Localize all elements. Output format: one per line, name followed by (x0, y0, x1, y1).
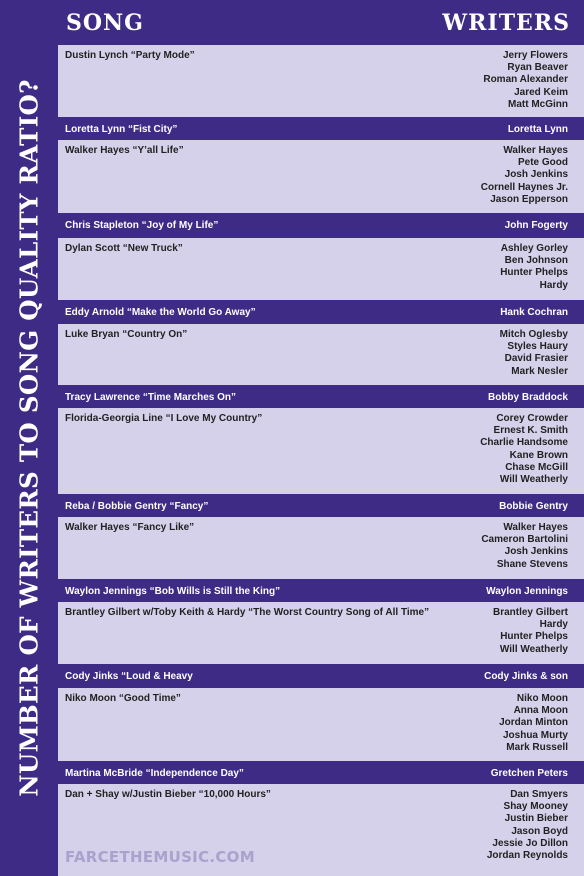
table-row (58, 45, 584, 117)
writer-name: Jordan Reynolds (486, 850, 568, 862)
writer-name: Hardy (539, 279, 568, 291)
table-row (58, 238, 584, 300)
song-title: Dan + Shay w/Justin Bieber “10,000 Hours” (65, 789, 271, 800)
writer-name: Jerry Flowers (502, 50, 568, 61)
writer-name: Ernest K. Smith (493, 425, 568, 437)
writer-name: Will Weatherly (499, 643, 568, 655)
song-title: Dylan Scott “New Truck” (65, 243, 183, 254)
table-row (58, 385, 584, 408)
writers-list (484, 671, 568, 683)
writer-name: Shane Stevens (496, 558, 568, 570)
song-title: Tracy Lawrence “Time Marches On” (65, 392, 237, 403)
writer-name: Justin Bieber (504, 813, 568, 825)
writers-list (508, 124, 568, 136)
writer-name: Mark Russell (506, 741, 568, 753)
writers-list (500, 243, 568, 292)
writer-name: Bobby Braddock (487, 392, 568, 403)
writer-name: Walker Hayes (503, 145, 568, 156)
writers-list (499, 693, 568, 754)
table-row (58, 664, 584, 688)
writer-name: Ben Johnson (504, 255, 568, 267)
song-table (58, 45, 584, 876)
table-row (58, 688, 584, 761)
writer-name: Corey Crowder (496, 413, 568, 424)
writer-name: Joshua Murty (502, 729, 568, 741)
table-row (58, 494, 584, 517)
writers-list (499, 501, 568, 513)
writers-list (481, 522, 568, 571)
writer-name: Jordan Minton (499, 717, 568, 729)
writer-name: Waylon Jennings (486, 586, 568, 597)
writer-name: Walker Hayes (503, 522, 568, 533)
writer-name: Jason Boyd (511, 825, 568, 837)
writer-name: Pete Good (517, 157, 568, 169)
table-row (58, 324, 584, 385)
song-title: Cody Jinks “Loud & Heavy (65, 671, 193, 682)
writer-name: Bobbie Gentry (499, 501, 568, 512)
writer-name: Mitch Oglesby (499, 329, 568, 340)
writer-name: Cody Jinks & son (484, 671, 568, 682)
watermark: FARCETHEMUSIC.COM (65, 848, 255, 866)
table-row (58, 517, 584, 579)
writer-name: Hank Cochran (500, 307, 568, 318)
writer-name: Brantley Gilbert (492, 607, 568, 618)
table-row (58, 602, 584, 664)
song-title: Martina McBride “Independence Day” (65, 768, 244, 779)
writer-name: Hardy (539, 619, 568, 631)
writers-list (493, 607, 568, 656)
writer-name: Ryan Beaver (507, 62, 568, 74)
song-title: Luke Bryan “Country On” (65, 329, 188, 340)
writer-name: David Frasier (504, 353, 568, 365)
writer-name: Dan Smyers (510, 789, 568, 800)
song-title: Eddy Arnold “Make the World Go Away” (65, 307, 256, 318)
song-title: Dustin Lynch “Party Mode” (65, 50, 195, 61)
writer-name: Josh Jenkins (504, 546, 568, 558)
writers-list (488, 392, 568, 404)
writer-name: Styles Haury (507, 341, 568, 353)
writers-list (483, 50, 568, 111)
writer-name: Charlie Handsome (480, 437, 568, 449)
song-title: Chris Stapleton “Joy of My Life” (65, 220, 219, 231)
writers-column-header: WRITERS (442, 10, 570, 36)
table-row (58, 300, 584, 324)
writer-name: Cameron Bartolini (481, 534, 568, 546)
writers-list (480, 413, 568, 486)
song-title: Niko Moon “Good Time” (65, 693, 181, 704)
writer-name: Josh Jenkins (504, 169, 568, 181)
writers-list (487, 789, 568, 862)
writers-list (500, 307, 568, 319)
writer-name: Mark Nesler (511, 365, 568, 377)
writer-name: Jared Keim (514, 86, 568, 98)
writers-list (505, 220, 568, 232)
writer-name: Chase McGill (505, 461, 568, 473)
side-banner (0, 0, 58, 876)
writer-name: John Fogerty (504, 220, 568, 231)
table-row (58, 140, 584, 213)
writer-name: Will Weatherly (499, 474, 568, 486)
writer-name: Gretchen Peters (490, 768, 568, 779)
song-title: Loretta Lynn “Fist City” (65, 124, 178, 135)
writer-name: Jason Epperson (490, 193, 568, 205)
writer-name: Jessie Jo Dillon (492, 837, 568, 849)
writer-name: Anna Moon (513, 705, 568, 717)
song-title: Walker Hayes “Fancy Like” (65, 522, 195, 533)
writer-name: Shay Mooney (503, 801, 568, 813)
writers-list (491, 768, 568, 780)
song-title: Reba / Bobbie Gentry “Fancy” (65, 501, 209, 512)
song-title: Waylon Jennings “Bob Wills is Still the King” (65, 586, 281, 597)
writers-list (500, 329, 568, 378)
writer-name: Loretta Lynn (507, 124, 568, 135)
table-row (58, 408, 584, 494)
table-header (58, 0, 584, 45)
writers-list (481, 145, 568, 206)
writer-name: Hunter Phelps (500, 267, 568, 279)
writer-name: Niko Moon (516, 693, 568, 704)
table-row (58, 117, 584, 140)
table-row (58, 579, 584, 602)
table-row (58, 761, 584, 784)
writer-name: Matt McGinn (508, 98, 568, 110)
writers-list (486, 586, 568, 598)
writer-name: Ashley Gorley (500, 243, 568, 254)
song-column-header: SONG (66, 10, 144, 36)
writer-name: Cornell Haynes Jr. (480, 181, 568, 193)
writer-name: Hunter Phelps (500, 631, 568, 643)
side-title: NUMBER OF WRITERS TO SONG QUALITY RATIO? (14, 79, 44, 797)
writer-name: Kane Brown (509, 449, 568, 461)
song-title: Brantley Gilbert w/Toby Keith & Hardy “The Worst Country Song of All Time” (65, 607, 430, 618)
song-title: Florida-Georgia Line “I Love My Country” (65, 413, 263, 424)
song-title: Walker Hayes “Y’all Life” (65, 145, 184, 156)
table-row (58, 213, 584, 238)
writer-name: Roman Alexander (483, 74, 568, 86)
